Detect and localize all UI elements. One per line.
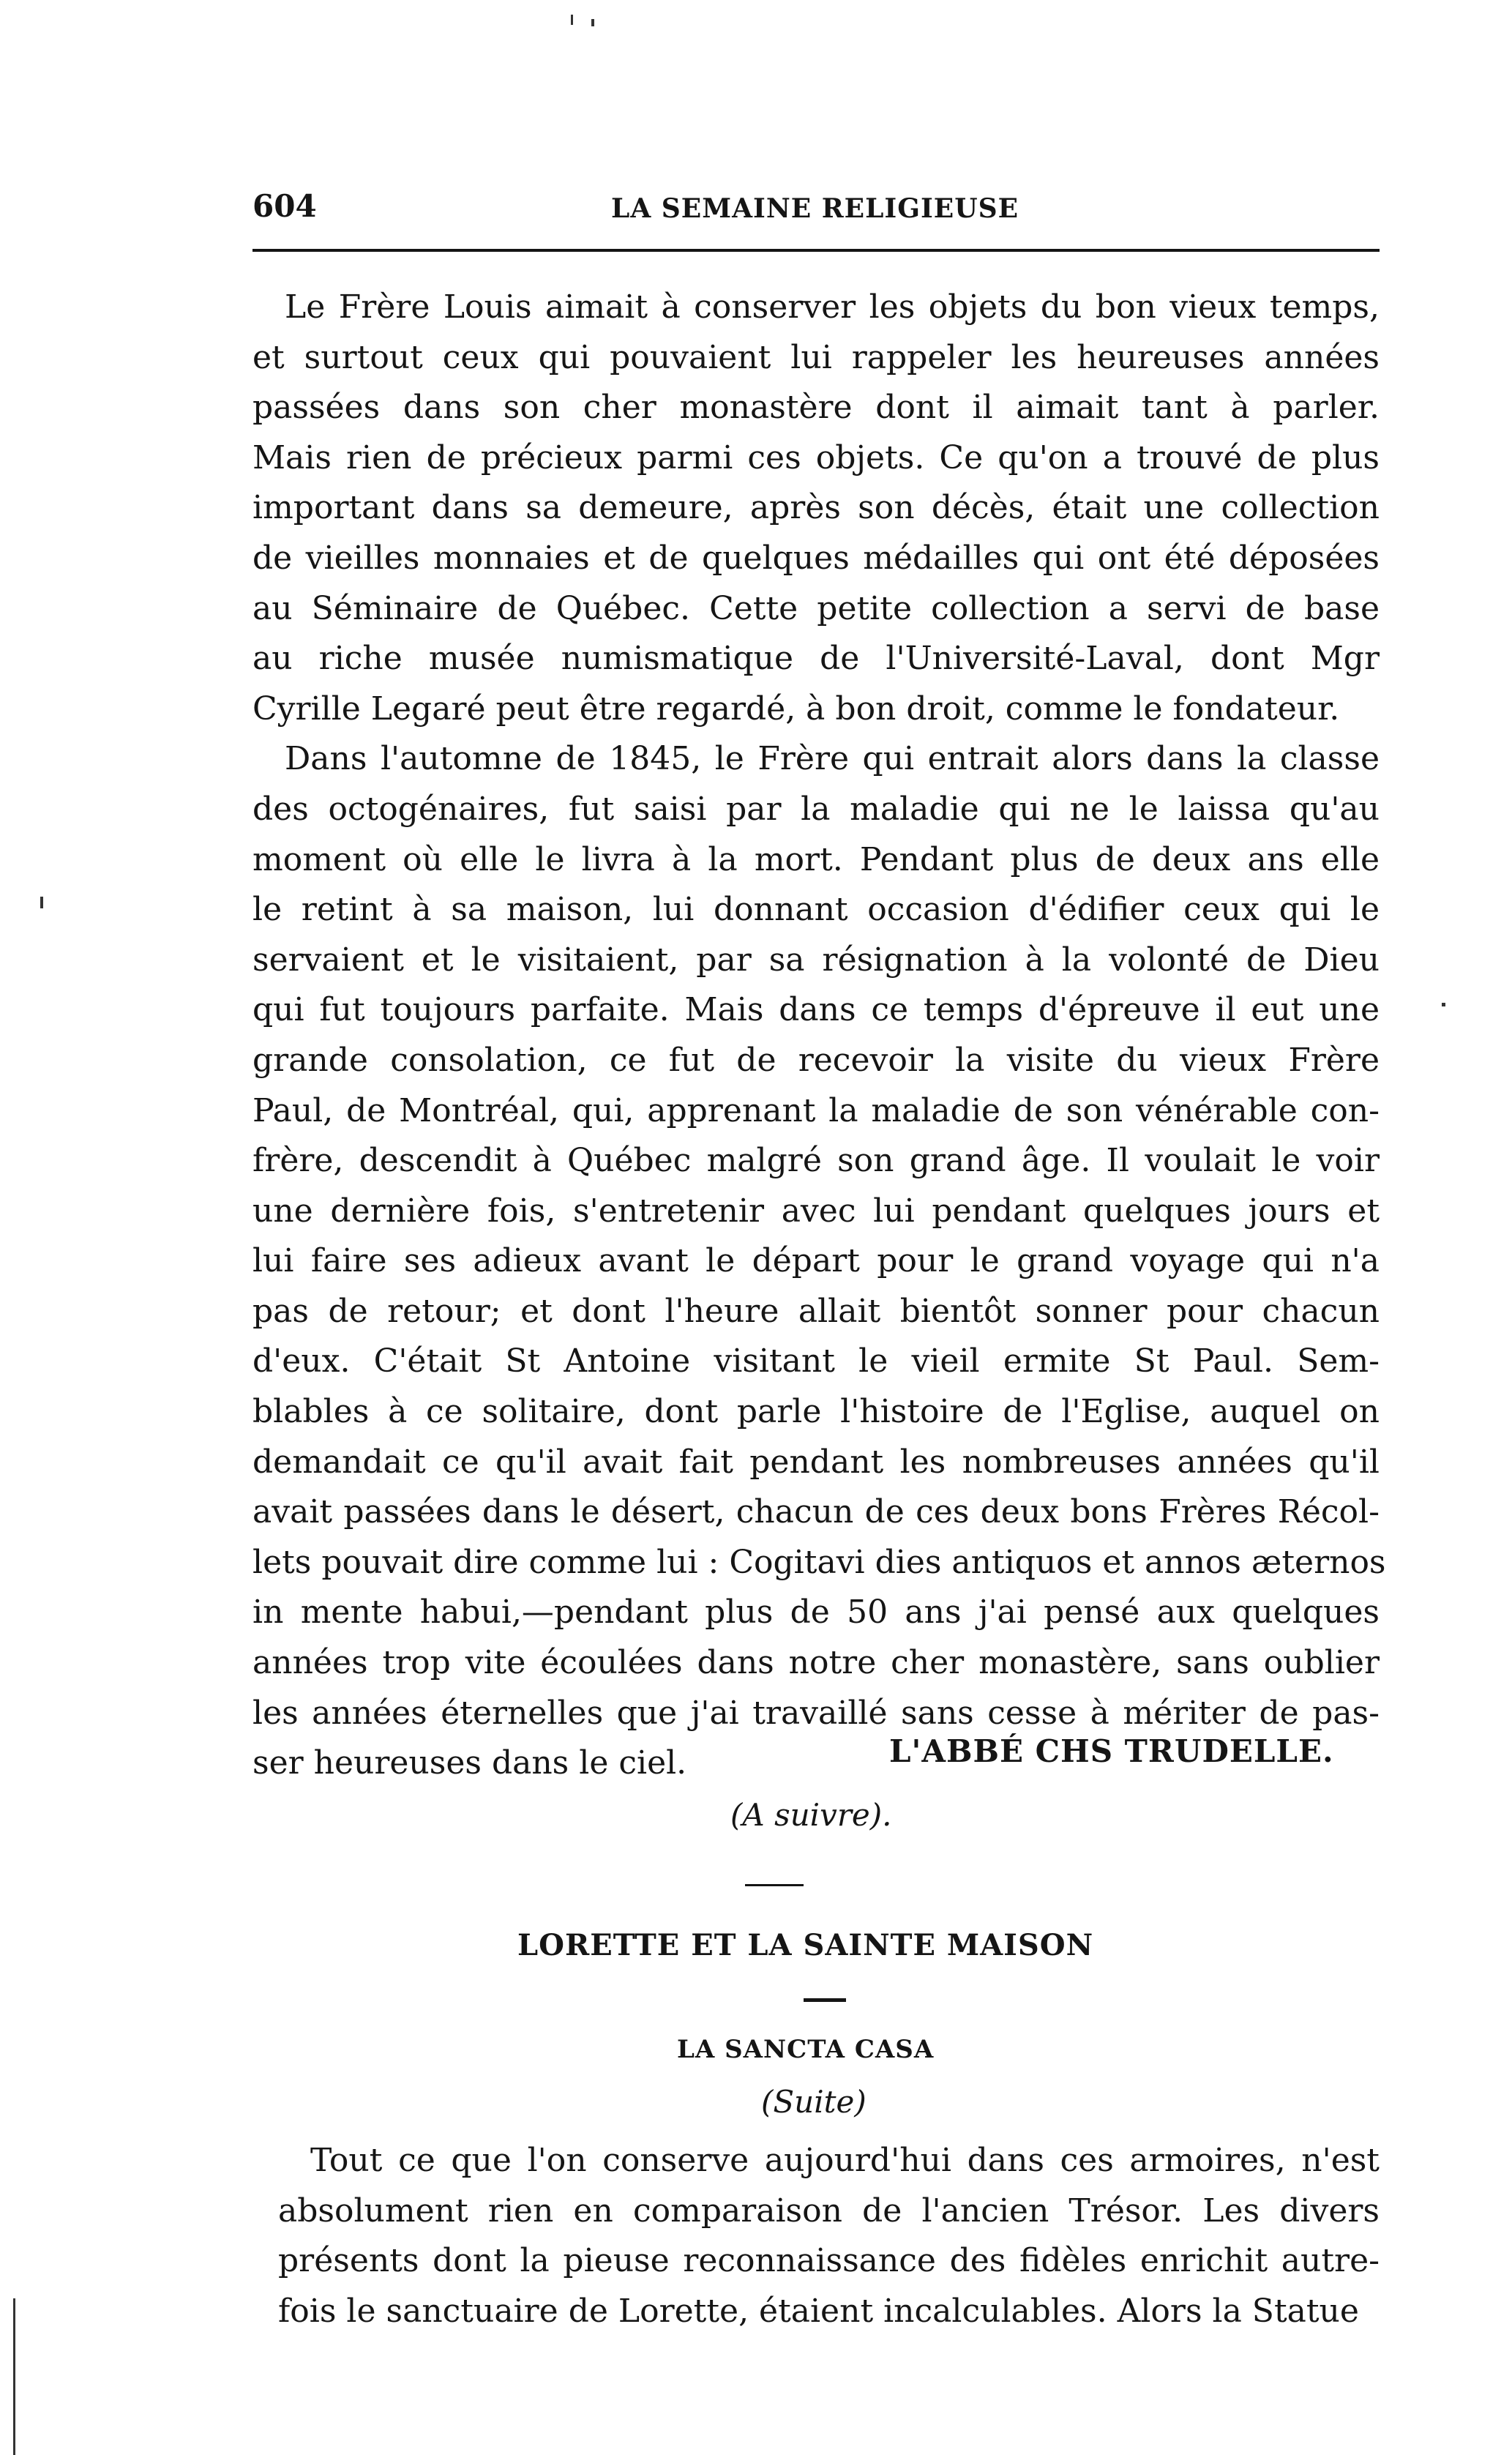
text-line: Mais rien de précieux parmi ces objets. Ce qu'on a trouvé de plus [252, 438, 1380, 477]
text-line: présents dont la pieuse reconnaissance des fidèles enrichit autre- [278, 2242, 1380, 2280]
text-line: Paul, de Montréal, qui, apprenant la maladie de son vénérable con- [252, 1091, 1380, 1129]
text-line: lui faire ses adieux avant le départ pour le grand voyage qui n'a [252, 1242, 1380, 1280]
text-line: Dans l'automne de 1845, le Frère qui entrait alors dans la classe [285, 740, 1380, 778]
header-rule [252, 249, 1380, 252]
scan-speck [571, 15, 573, 25]
text-line: lets pouvait dire comme lui : Cogitavi dies antiquos et annos æternos [252, 1543, 1386, 1581]
text-line: important dans sa demeure, après son décès, était une collection [252, 489, 1380, 527]
text-line: avait passées dans le désert, chacun de ces deux bons Frères Récol- [252, 1493, 1380, 1531]
page-header [252, 184, 1380, 228]
section-subtitle: LA SANCTA CASA [677, 2035, 935, 2064]
text-line: le retint à sa maison, lui donnant occasion d'édifier ceux qui le [252, 891, 1380, 929]
section-title: LORETTE ET LA SAINTE MAISON [517, 1928, 1094, 1962]
text-line: au Séminaire de Québec. Cette petite collection a servi de base [252, 589, 1380, 627]
text-line: les années éternelles que j'ai travaillé sans cesse à mériter de pas- [252, 1694, 1380, 1732]
article-body [252, 283, 1386, 1789]
text-line: in mente habui,—pendant plus de 50 ans j'ai pensé aux quelques [252, 1593, 1380, 1632]
text-line: ser heureuses dans le ciel. [252, 1744, 687, 1782]
text-line: moment où elle le livra à la mort. Pendant plus de deux ans elle [252, 840, 1380, 878]
scan-speck [591, 19, 594, 26]
title-dash [804, 1998, 846, 2002]
author-signature: L'ABBÉ CHS TRUDELLE. [889, 1733, 1334, 1769]
paragraph [252, 283, 1380, 734]
text-line: et surtout ceux qui pouvaient lui rappeler les heureuses années [252, 338, 1380, 376]
continued-note: (A suivre). [730, 1797, 892, 1833]
text-line: Le Frère Louis aimait à conserver les objets du bon vieux temps, [285, 288, 1380, 326]
scan-speck [1442, 1003, 1445, 1006]
text-line: des octogénaires, fut saisi par la maladie qui ne le laissa qu'au [252, 790, 1380, 828]
paragraph [252, 734, 1386, 1788]
text-line: une dernière fois, s'entretenir avec lui pendant quelques jours et [252, 1192, 1380, 1230]
article-body-second [278, 2136, 1380, 2336]
text-line: années trop vite écoulées dans notre cher monastère, sans oublier [252, 1644, 1380, 1682]
page-number: 604 [252, 188, 317, 224]
text-line: pas de retour; et dont l'heure allait bientôt sonner pour chacun [252, 1292, 1380, 1330]
running-title: LA SEMAINE RELIGIEUSE [611, 193, 1019, 224]
text-line: Cyrille Legaré peut être regardé, à bon droit, comme le fondateur. [252, 690, 1340, 728]
text-line: grande consolation, ce fut de recevoir la visite du vieux Frère [252, 1041, 1380, 1079]
scan-margin-line [13, 2298, 15, 2455]
text-line: qui fut toujours parfaite. Mais dans ce temps d'épreuve il eut une [252, 991, 1380, 1029]
text-line: Tout ce que l'on conserve aujourd'hui dans ces armoires, n'est [310, 2142, 1380, 2179]
text-line: frère, descendit à Québec malgré son grand âge. Il voulait le voir [252, 1142, 1380, 1180]
text-line: de vieilles monnaies et de quelques médailles qui ont été déposées [252, 539, 1380, 577]
text-line: servaient et le visitaient, par sa résignation à la volonté de Dieu [252, 941, 1380, 979]
text-line: d'eux. C'était St Antoine visitant le vieil ermite St Paul. Sem- [252, 1342, 1380, 1380]
section-divider [745, 1884, 804, 1886]
scan-speck [40, 897, 43, 908]
text-line: passées dans son cher monastère dont il aimait tant à parler. [252, 389, 1380, 427]
paragraph [278, 2136, 1380, 2336]
suite-label: (Suite) [761, 2084, 867, 2120]
text-line: fois le sanctuaire de Lorette, étaient incalculables. Alors la Statue [278, 2292, 1359, 2330]
text-line: au riche musée numismatique de l'Université-Laval, dont Mgr [252, 640, 1380, 678]
text-line: demandait ce qu'il avait fait pendant les nombreuses années qu'il [252, 1443, 1380, 1481]
text-line: absolument rien en comparaison de l'ancien Trésor. Les divers [278, 2191, 1380, 2230]
text-line: blables à ce solitaire, dont parle l'histoire de l'Eglise, auquel on [252, 1393, 1380, 1431]
